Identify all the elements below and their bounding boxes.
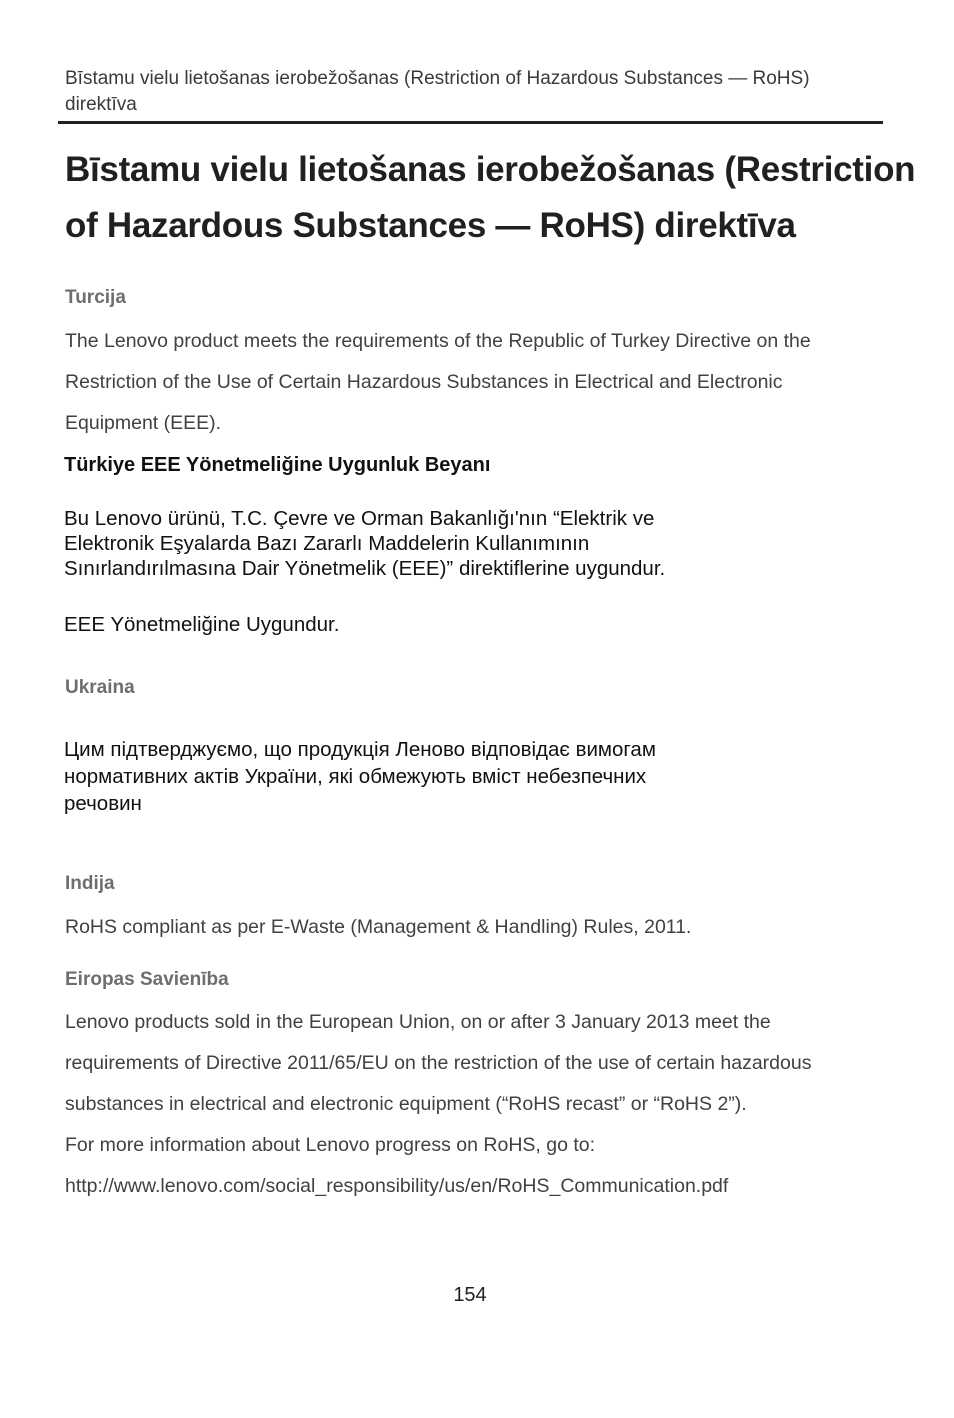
page-title (65, 142, 916, 254)
turkey-declaration-heading: Türkiye EEE Yönetmeliğine Uygunluk Beyanı (64, 454, 491, 476)
text-line: substances in electrical and electronic equipment (“RoHS recast” or “RoHS 2”). (65, 1093, 747, 1115)
text-line: нормативних актів України, які обмежують вміст небезпечних (64, 765, 647, 788)
section-heading-ukraine: Ukraina (65, 677, 135, 698)
text-line: Цим підтверджуємо, що продукція Леново відповідає вимогам (64, 738, 656, 761)
text-line: Sınırlandırılmasına Dair Yönetmelik (EEE)” direktiflerine uygundur. (64, 557, 666, 580)
paragraph-turkey (65, 321, 875, 444)
text-line: requirements of Directive 2011/65/EU on the restriction of the use of certain hazardous (65, 1052, 812, 1074)
page-number: 154 (453, 1284, 487, 1306)
text-line: Lenovo products sold in the European Union, on or after 3 January 2013 meet the (65, 1011, 771, 1033)
text-line: Bu Lenovo ürünü, T.C. Çevre ve Orman Bakanlığı'nın “Elektrik ve (64, 507, 655, 530)
paragraph-eu (65, 1002, 875, 1207)
text-line: Restriction of the Use of Certain Hazardous Substances in Electrical and Electronic (65, 371, 783, 393)
text-line: RoHS compliant as per E-Waste (Management & Handling) Rules, 2011. (65, 916, 692, 938)
turkey-declaration-short: EEE Yönetmeliğine Uygundur. (64, 613, 340, 636)
paragraph-india (65, 907, 875, 948)
text-line: For more information about Lenovo progress on RoHS, go to: (65, 1134, 596, 1156)
section-heading-india: Indija (65, 873, 115, 894)
running-header: Bīstamu vielu lietošanas ierobežošanas (Restriction of Hazardous Substances — RoHS) direktīva (65, 68, 810, 115)
page-title-line-2: of Hazardous Substances — RoHS) direktīva (65, 206, 796, 245)
page-title-line-1: Bīstamu vielu lietošanas ierobežošanas (Restriction (65, 150, 916, 189)
text-line: Equipment (EEE). (65, 412, 222, 434)
section-heading-turkey: Turcija (65, 287, 126, 308)
rohs-url: http://www.lenovo.com/social_responsibility/us/en/RoHS_Communication.pdf (65, 1175, 729, 1197)
section-heading-eu: Eiropas Savienība (65, 969, 229, 990)
ukraine-statement (64, 736, 656, 817)
text-line: речовин (64, 792, 142, 815)
text-line: The Lenovo product meets the requirements of the Republic of Turkey Directive on the (65, 330, 811, 352)
text-line: Elektronik Eşyalarda Bazı Zararlı Maddelerin Kullanımının (64, 532, 590, 555)
turkey-declaration-body (64, 506, 665, 581)
header-rule (58, 121, 883, 124)
